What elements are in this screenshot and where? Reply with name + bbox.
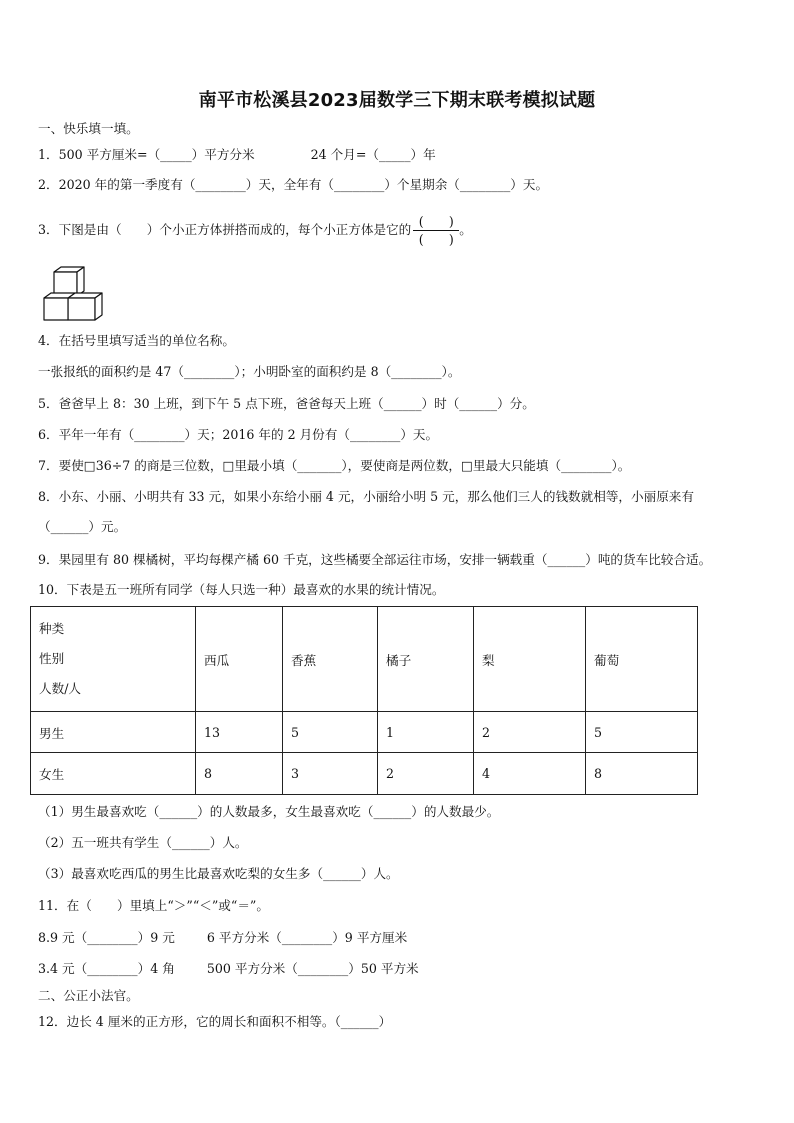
column-header-orange: 橘子 xyxy=(378,607,474,712)
corner-label-gender: 性别 xyxy=(39,651,65,666)
table-cell: 2 xyxy=(474,712,586,753)
question-3-text: 3．下图是由（ ）个小正方体拼搭而成的，每个小正方体是它的 xyxy=(38,222,412,237)
column-header-banana: 香蕉 xyxy=(283,607,378,712)
column-header-watermelon: 西瓜 xyxy=(196,607,283,712)
question-1 xyxy=(38,147,436,163)
question-2: 2．2020 年的第一季度有（________）天，全年有（________）个星期余（________）天。 xyxy=(38,177,549,192)
table-cell: 8 xyxy=(586,753,698,795)
section-heading-1: 一、快乐填一填。 xyxy=(38,121,139,136)
question-3 xyxy=(38,214,472,247)
question-11-row1 xyxy=(38,930,407,946)
table-cell: 5 xyxy=(586,712,698,753)
cube-front-face xyxy=(68,298,95,320)
question-10-sub1: （1）男生最喜欢吃（______）的人数最多，女生最喜欢吃（______）的人数最少。 xyxy=(38,804,500,819)
question-4-title: 4．在括号里填写适当的单位名称。 xyxy=(38,333,235,348)
table-corner-header xyxy=(31,607,196,712)
fruit-stats-table xyxy=(30,606,698,795)
page-title: 南平市松溪县2023届数学三下期末联考模拟试题 xyxy=(198,90,596,111)
question-10-sub2: （2）五一班共有学生（______）人。 xyxy=(38,835,248,850)
table-cell: 1 xyxy=(378,712,474,753)
table-cell: 8 xyxy=(196,753,283,795)
table-cell: 13 xyxy=(196,712,283,753)
table-header-row xyxy=(31,607,698,712)
question-11-title: 11．在（ ）里填上“＞”“＜”或“＝”。 xyxy=(38,898,269,913)
compare-item: 6 平方分米（________）9 平方厘米 xyxy=(206,930,408,945)
question-1a: 1．500 平方厘米=（_____）平方分米 xyxy=(38,147,255,162)
question-4-body: 一张报纸的面积约是 47（________）；小明卧室的面积约是 8（________）。 xyxy=(38,364,461,379)
question-11-row2 xyxy=(38,961,419,977)
section-heading-2: 二、公正小法官。 xyxy=(38,988,139,1003)
cube-front-face xyxy=(44,298,68,320)
question-6: 6．平年一年有（________）天；2016 年的 2 月份有（________）天。 xyxy=(38,427,439,442)
fraction-blank xyxy=(413,214,459,247)
row-label-girls: 女生 xyxy=(31,753,196,795)
question-5: 5．爸爸早上 8：30 上班，到下午 5 点下班，爸爸每天上班（______）时（______）分。 xyxy=(38,396,535,411)
cube-stack-figure xyxy=(40,266,110,322)
table-cell: 4 xyxy=(474,753,586,795)
question-12: 12．边长 4 厘米的正方形，它的周长和面积不相等。（______） xyxy=(38,1014,392,1029)
table-cell: 3 xyxy=(283,753,378,795)
question-10-sub3: （3）最喜欢吃西瓜的男生比最喜欢吃梨的女生多（______）人。 xyxy=(38,866,399,881)
column-header-grape: 葡萄 xyxy=(586,607,698,712)
fraction-denominator: ( ) xyxy=(418,232,454,247)
cube-side-face xyxy=(95,293,102,320)
table-row-girls xyxy=(31,753,698,795)
question-8-line2: （______）元。 xyxy=(38,519,127,534)
cube-front-face xyxy=(54,272,77,296)
compare-item: 500 平方分米（________）50 平方米 xyxy=(206,961,419,976)
table-cell: 2 xyxy=(378,753,474,795)
compare-item: 8.9 元（________）9 元 xyxy=(38,930,175,945)
cube-side-face xyxy=(77,267,84,296)
row-label-boys: 男生 xyxy=(31,712,196,753)
table-row-boys xyxy=(31,712,698,753)
corner-label-category: 种类 xyxy=(39,621,65,636)
corner-label-count: 人数/人 xyxy=(39,681,82,696)
question-10-title: 10．下表是五一班所有同学（每人只选一种）最喜欢的水果的统计情况。 xyxy=(38,582,445,597)
fraction-bar xyxy=(413,230,459,231)
compare-item: 3.4 元（________）4 角 xyxy=(38,961,175,976)
question-3-end: 。 xyxy=(459,222,472,237)
table-cell: 5 xyxy=(283,712,378,753)
fraction-numerator: ( ) xyxy=(418,214,454,229)
question-7: 7．要使□36÷7 的商是三位数，□里最小填（_______），要使商是两位数，□里最大只能填（________）。 xyxy=(38,458,631,473)
question-1b: 24 个月=（_____）年 xyxy=(310,147,436,162)
question-9: 9．果园里有 80 棵橘树，平均每棵产橘 60 千克，这些橘要全部运往市场，安排一辆载重（______）吨的货车比较合适。 xyxy=(38,552,712,567)
column-header-pear: 梨 xyxy=(474,607,586,712)
question-8-line1: 8．小东、小丽、小明共有 33 元，如果小东给小丽 4 元，小丽给小明 5 元，那么他们三人的钱数就相等，小丽原来有 xyxy=(38,489,694,504)
